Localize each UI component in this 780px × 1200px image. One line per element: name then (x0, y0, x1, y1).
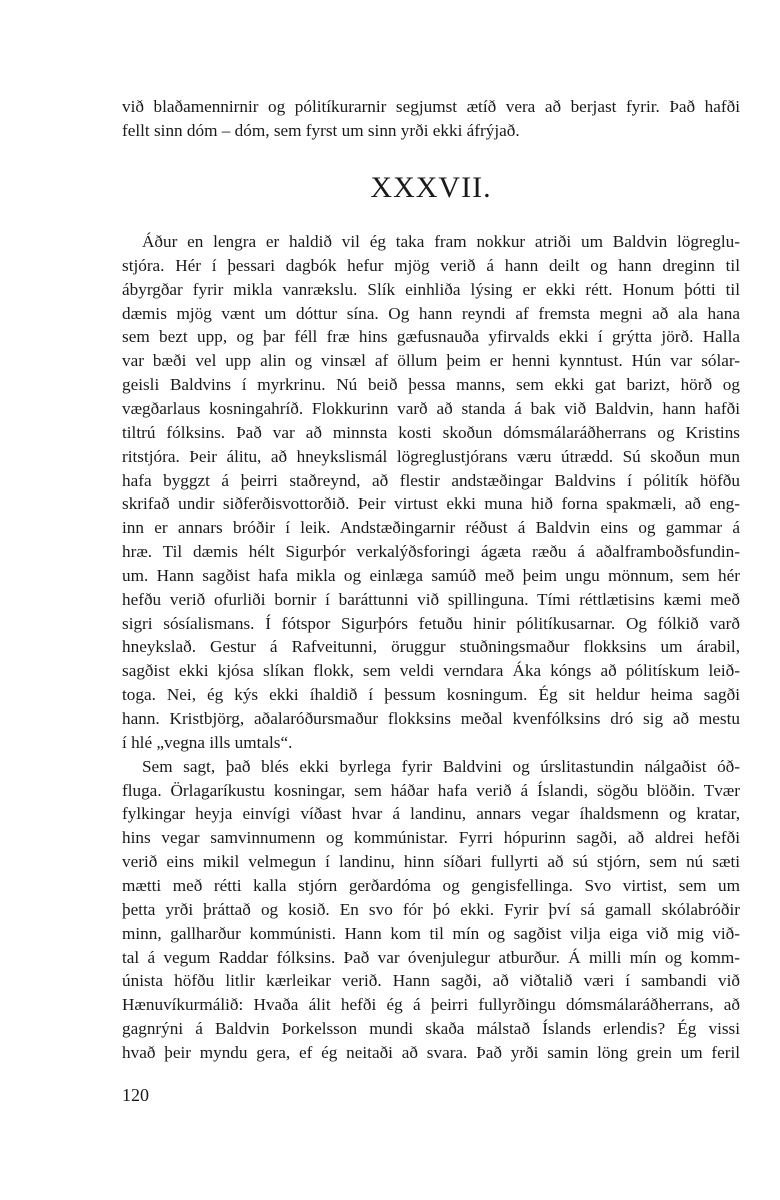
text-line: um. Hann sagðist hafa mikla og einlæga samúð með þeim ungu mönnum, sem hér (122, 565, 740, 585)
text-line: mætti með rétti kalla stjórn gerðardóma og gengisfellinga. Svo virtist, sem um (122, 875, 740, 895)
text-line: hafa byggzt á þeirri staðreynd, að flestir andstæðingar Baldvins í pólitík höfðu (122, 470, 740, 490)
text-line: tal á vegum Raddar fólksins. Það var óvenjulegur atburður. Á milli mín og komm- (122, 947, 740, 967)
text-line: var bæði vel upp alin og vinsæl af öllum þeim er henni kynntust. Hún var sólar- (122, 351, 740, 371)
text-line: hneykslað. Gestur á Rafveitunni, öruggur stuðningsmaður flokksins um árabil, (122, 637, 740, 657)
text-line: toga. Nei, ég kýs ekki íhaldið í þessum kosningum. Ég sit heldur heima sagði (122, 685, 740, 705)
text-line: ritstjóra. Þeir álitu, að hneykslismál lögreglustjórans væru útrædd. Sú skoðun mun (122, 446, 740, 466)
text-line: sagðist ekki kjósa slíkan flokk, sem veldi verndara Áka kóngs að pólitískum leið- (122, 661, 740, 681)
text-line: geisli Baldvins í myrkrinu. Nú beið þessa manns, sem ekki gat barizt, hörð og (122, 375, 740, 395)
text-line: sem bezt upp, og þar féll fræ hins gæfusnauða yfirvalds ekki í grýtta jörð. Halla (122, 327, 740, 347)
text-line: únista höfðu litlir kærleikar verið. Hann sagði, að viðtalið væri í sambandi við (122, 971, 740, 991)
text-line: hræ. Til dæmis hélt Sigurþór verkalýðsforingi ágæta ræðu á aðalframboðsfundin- (122, 542, 740, 562)
chapter-heading: XXXVII. (370, 171, 492, 204)
text-line: Hænuvíkurmálið: Hvaða álit hefði ég á þeirri fullyrðingu dómsmálaráðherrans, að (122, 995, 740, 1015)
text-line: Sem sagt, það blés ekki byrlega fyrir Baldvini og úrslitastundin nálgaðist óð- (142, 756, 740, 776)
text-line: hvað þeir myndu gera, ef ég neitaði að svara. Það yrði samin löng grein um feril (122, 1042, 740, 1062)
text-line: hefðu verið ofurliði bornir í baráttunni við spillinguna. Tími réttlætisins kæmi með (122, 589, 740, 609)
text-line: í hlé „vegna ills umtals“. (122, 732, 293, 752)
text-line: þetta yrði þráttað og kosið. En svo fór þó ekki. Fyrir því sá gamall skólabróðir (122, 899, 740, 919)
text-line: minn, gallharður kommúnisti. Hann kom til mín og sagðist vilja eiga við mig við- (122, 923, 740, 943)
text-line: tiltrú fólksins. Það var að minnsta kosti skoðun dómsmálaráðherrans og Kristins (122, 422, 740, 442)
text-line: vægðarlaus kosningahríð. Flokkurinn varð að standa á bak við Baldvin, hann hafði (122, 398, 740, 418)
text-line: sigri sósíalismans. Í fótspor Sigurþórs fetuðu hinir pólitíkusarnar. Og fólkið varð (122, 613, 740, 633)
text-line: fluga. Örlagaríkustu kosningar, sem háðar hafa verið á Íslandi, sögðu blöðin. Tvær (122, 780, 740, 800)
text-line: skrifað undir siðferðisvottorðið. Þeir virtust ekki muna hið forna spakmæli, að eng- (122, 494, 740, 514)
text-line: stjóra. Hér í þessari dagbók hefur mjög verið á hann deilt og hann dreginn til (122, 255, 740, 275)
text-line: dæmis mjög vænt um dóttur sína. Og hann reyndi af fremsta megni að ala hana (122, 303, 740, 323)
text-line: fylkingar heyja einvígi víðast hvar á landinu, annars vegar íhaldsmenn og kratar, (122, 804, 740, 824)
text-line: hann. Kristbjörg, aðalaróðursmaður flokksins meðal kvenfólksins dró sig að mestu (122, 709, 740, 728)
text-line: fellt sinn dóm – dóm, sem fyrst um sinn yrði ekki áfrýjað. (122, 121, 520, 140)
text-line: hins vegar samvinnumenn og kommúnistar. Fyrri hópurinn sagði, að aldrei hefði (122, 828, 740, 848)
text-line: gagnrýni á Baldvin Þorkelsson mundi skaða málstað Íslands erlendis? Ég vissi (122, 1019, 740, 1039)
text-line: verið eins mikil velmegun í landinu, hinn síðari fullyrti að sú stjórn, sem nú sæti (122, 852, 740, 872)
text-line: Áður en lengra er haldið vil ég taka fram nokkur atriði um Baldvin lögreglu- (142, 232, 740, 251)
text-line: ábyrgðar fyrir mikla vanrækslu. Slík einhliða lýsing er ekki rétt. Honum þótti til (122, 279, 740, 299)
text-line: inn er annars bróðir í leik. Andstæðingarnir réðust á Baldvin eins og gammar á (122, 518, 740, 538)
page-number: 120 (122, 1085, 149, 1105)
text-line: við blaðamennirnir og pólitíkurarnir segjumst ætíð vera að berjast fyrir. Það hafði (122, 97, 740, 116)
